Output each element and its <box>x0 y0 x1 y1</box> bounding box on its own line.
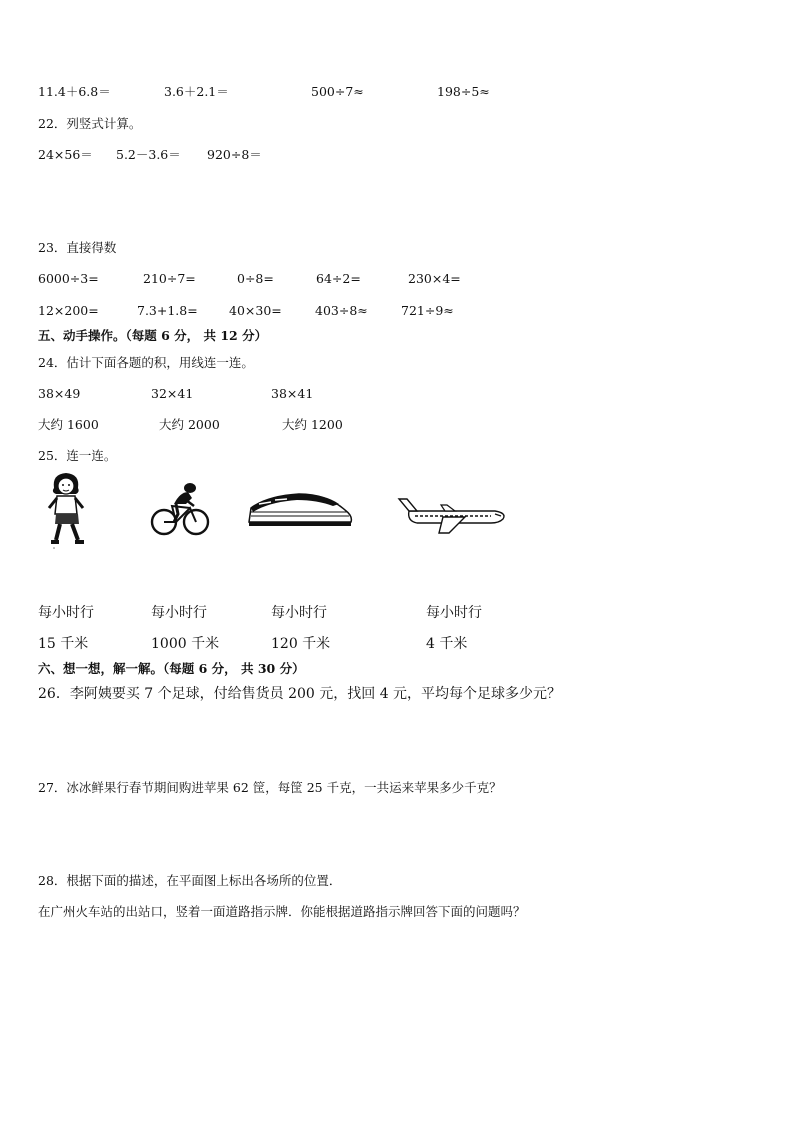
q22-item-3: 920÷8＝ <box>207 147 262 162</box>
q24-estimate-3: 大约 1200 <box>282 417 343 432</box>
calc-198-div-5: 198÷5≈ <box>437 84 490 99</box>
section-5-heading: 五、动手操作。（每题 6 分， 共 12 分） <box>38 328 268 343</box>
q23-title: 23．直接得数 <box>38 240 117 255</box>
q28-title: 28．根据下面的描述，在平面图上标出各场所的位置． <box>38 873 342 888</box>
high-speed-train-icon <box>247 488 355 530</box>
q25-speed-4: 4 千米 <box>426 636 468 652</box>
q24-product-1: 38×49 <box>38 386 81 401</box>
q25-speed-label-4: 每小时行 <box>426 605 482 621</box>
q22-item-2: 5.2－3.6＝ <box>116 147 181 162</box>
q25-speed-1: 15 千米 <box>38 636 89 652</box>
q24-title: 24．估计下面各题的积，用线连一连。 <box>38 355 254 370</box>
q24-estimate-1: 大约 1600 <box>38 417 99 432</box>
q23-r2-5: 721÷9≈ <box>401 303 454 318</box>
q23-r1-2: 210÷7= <box>143 271 196 286</box>
calc-3-6-plus-2-1: 3.6＋2.1＝ <box>164 84 229 99</box>
q23-r1-3: 0÷8= <box>237 271 274 286</box>
q23-r2-3: 40×30= <box>229 303 282 318</box>
q22-title: 22．列竖式计算。 <box>38 116 142 131</box>
cyclist-icon <box>150 478 210 538</box>
airplane-icon <box>395 495 507 535</box>
q23-r2-2: 7.3+1.8= <box>137 303 198 318</box>
q23-r2-1: 12×200= <box>38 303 99 318</box>
q24-estimate-2: 大约 2000 <box>159 417 220 432</box>
q23-r1-1: 6000÷3= <box>38 271 99 286</box>
q25-speed-label-1: 每小时行 <box>38 605 94 621</box>
calc-500-div-7: 500÷7≈ <box>311 84 364 99</box>
q28-description: 在广州火车站的出站口，竖着一面道路指示牌．你能根据道路指示牌回答下面的问题吗？ <box>38 904 526 919</box>
q25-speed-3: 120 千米 <box>271 636 331 652</box>
q23-r2-4: 403÷8≈ <box>315 303 368 318</box>
q25-speed-2: 1000 千米 <box>151 636 220 652</box>
q24-product-2: 32×41 <box>151 386 194 401</box>
section-6-heading: 六、想一想，解一解。（每题 6 分， 共 30 分） <box>38 661 305 676</box>
q24-product-3: 38×41 <box>271 386 314 401</box>
q25-speed-label-2: 每小时行 <box>151 605 207 621</box>
q23-r1-5: 230×4= <box>408 271 461 286</box>
q27-text: 27．冰冰鲜果行春节期间购进苹果 62 筐，每筐 25 千克，一共运来苹果多少千克？ <box>38 780 502 795</box>
q22-item-1: 24×56＝ <box>38 147 93 162</box>
q23-r1-4: 64÷2= <box>316 271 361 286</box>
q25-speed-label-3: 每小时行 <box>271 605 327 621</box>
q26-text: 26．李阿姨要买 7 个足球，付给售货员 200 元，找回 4 元，平均每个足球多少元？ <box>38 686 562 702</box>
walking-child-icon <box>44 470 90 552</box>
calc-11-4-plus-6-8: 11.4＋6.8＝ <box>38 84 111 99</box>
q25-title: 25．连一连。 <box>38 448 117 463</box>
